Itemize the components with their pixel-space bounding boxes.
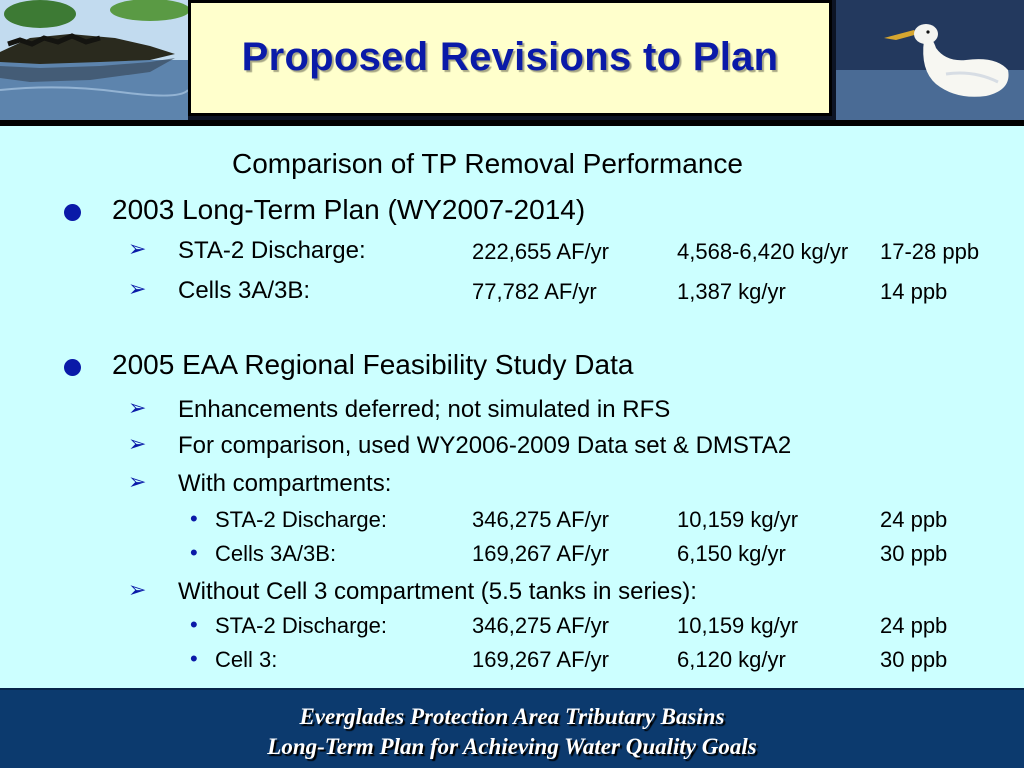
row-label: Cell 3: bbox=[215, 647, 278, 672]
section2-heading: 2005 EAA Regional Feasibility Study Data bbox=[112, 349, 634, 380]
bullet-icon bbox=[64, 204, 81, 221]
row-flow: 169,267 AF/yr bbox=[472, 541, 609, 566]
alligator-photo bbox=[0, 0, 188, 120]
page-title: Proposed Revisions to Plan bbox=[241, 35, 779, 79]
arrow-bullet-icon: ➢ bbox=[128, 277, 147, 302]
row-conc: 24 ppb bbox=[880, 613, 948, 638]
row-conc: 17-28 ppb bbox=[880, 239, 980, 264]
list-item: For comparison, used WY2006-2009 Data set & DMSTA2 bbox=[178, 432, 792, 459]
dot-bullet-icon: • bbox=[190, 612, 198, 637]
arrow-bullet-icon: ➢ bbox=[128, 432, 147, 457]
egret-photo bbox=[836, 0, 1024, 120]
dot-bullet-icon: • bbox=[190, 540, 198, 565]
section1-heading: 2003 Long-Term Plan (WY2007-2014) bbox=[112, 194, 586, 225]
row-label: STA-2 Discharge: bbox=[178, 237, 366, 264]
row-label: STA-2 Discharge: bbox=[215, 507, 387, 532]
row-load: 6,120 kg/yr bbox=[677, 647, 786, 672]
bullet-icon bbox=[64, 359, 81, 376]
row-flow: 346,275 AF/yr bbox=[472, 507, 609, 532]
row-flow: 346,275 AF/yr bbox=[472, 613, 609, 638]
footer-line-1: Everglades Protection Area Tributary Basins bbox=[299, 704, 725, 729]
alligator-icon bbox=[0, 0, 188, 120]
arrow-bullet-icon: ➢ bbox=[128, 470, 147, 495]
arrow-bullet-icon: ➢ bbox=[128, 396, 147, 421]
row-flow: 169,267 AF/yr bbox=[472, 647, 609, 672]
row-load: 4,568-6,420 kg/yr bbox=[677, 239, 849, 264]
header-bar bbox=[0, 0, 1024, 126]
row-conc: 24 ppb bbox=[880, 507, 948, 532]
egret-icon bbox=[836, 0, 1024, 120]
row-load: 10,159 kg/yr bbox=[677, 507, 799, 532]
row-label: Cells 3A/3B: bbox=[215, 541, 337, 566]
row-conc: 30 ppb bbox=[880, 541, 948, 566]
footer-bar bbox=[0, 688, 1024, 768]
row-conc: 14 ppb bbox=[880, 279, 948, 304]
list-item: With compartments: bbox=[178, 470, 392, 497]
arrow-bullet-icon: ➢ bbox=[128, 237, 147, 262]
slide-body bbox=[0, 126, 1024, 688]
dot-bullet-icon: • bbox=[190, 506, 198, 531]
dot-bullet-icon: • bbox=[190, 646, 198, 671]
footer-line-2: Long-Term Plan for Achieving Water Quality Goals bbox=[267, 734, 757, 759]
list-item: Enhancements deferred; not simulated in RFS bbox=[178, 396, 671, 423]
arrow-bullet-icon: ➢ bbox=[128, 578, 147, 603]
subtitle: Comparison of TP Removal Performance bbox=[232, 148, 743, 179]
row-flow: 77,782 AF/yr bbox=[472, 279, 597, 304]
list-item: Without Cell 3 compartment (5.5 tanks in series): bbox=[178, 578, 697, 605]
row-conc: 30 ppb bbox=[880, 647, 948, 672]
title-box bbox=[188, 0, 832, 116]
row-label: Cells 3A/3B: bbox=[178, 277, 311, 304]
row-flow: 222,655 AF/yr bbox=[472, 239, 609, 264]
row-load: 6,150 kg/yr bbox=[677, 541, 786, 566]
row-label: STA-2 Discharge: bbox=[215, 613, 387, 638]
row-load: 1,387 kg/yr bbox=[677, 279, 786, 304]
row-load: 10,159 kg/yr bbox=[677, 613, 799, 638]
